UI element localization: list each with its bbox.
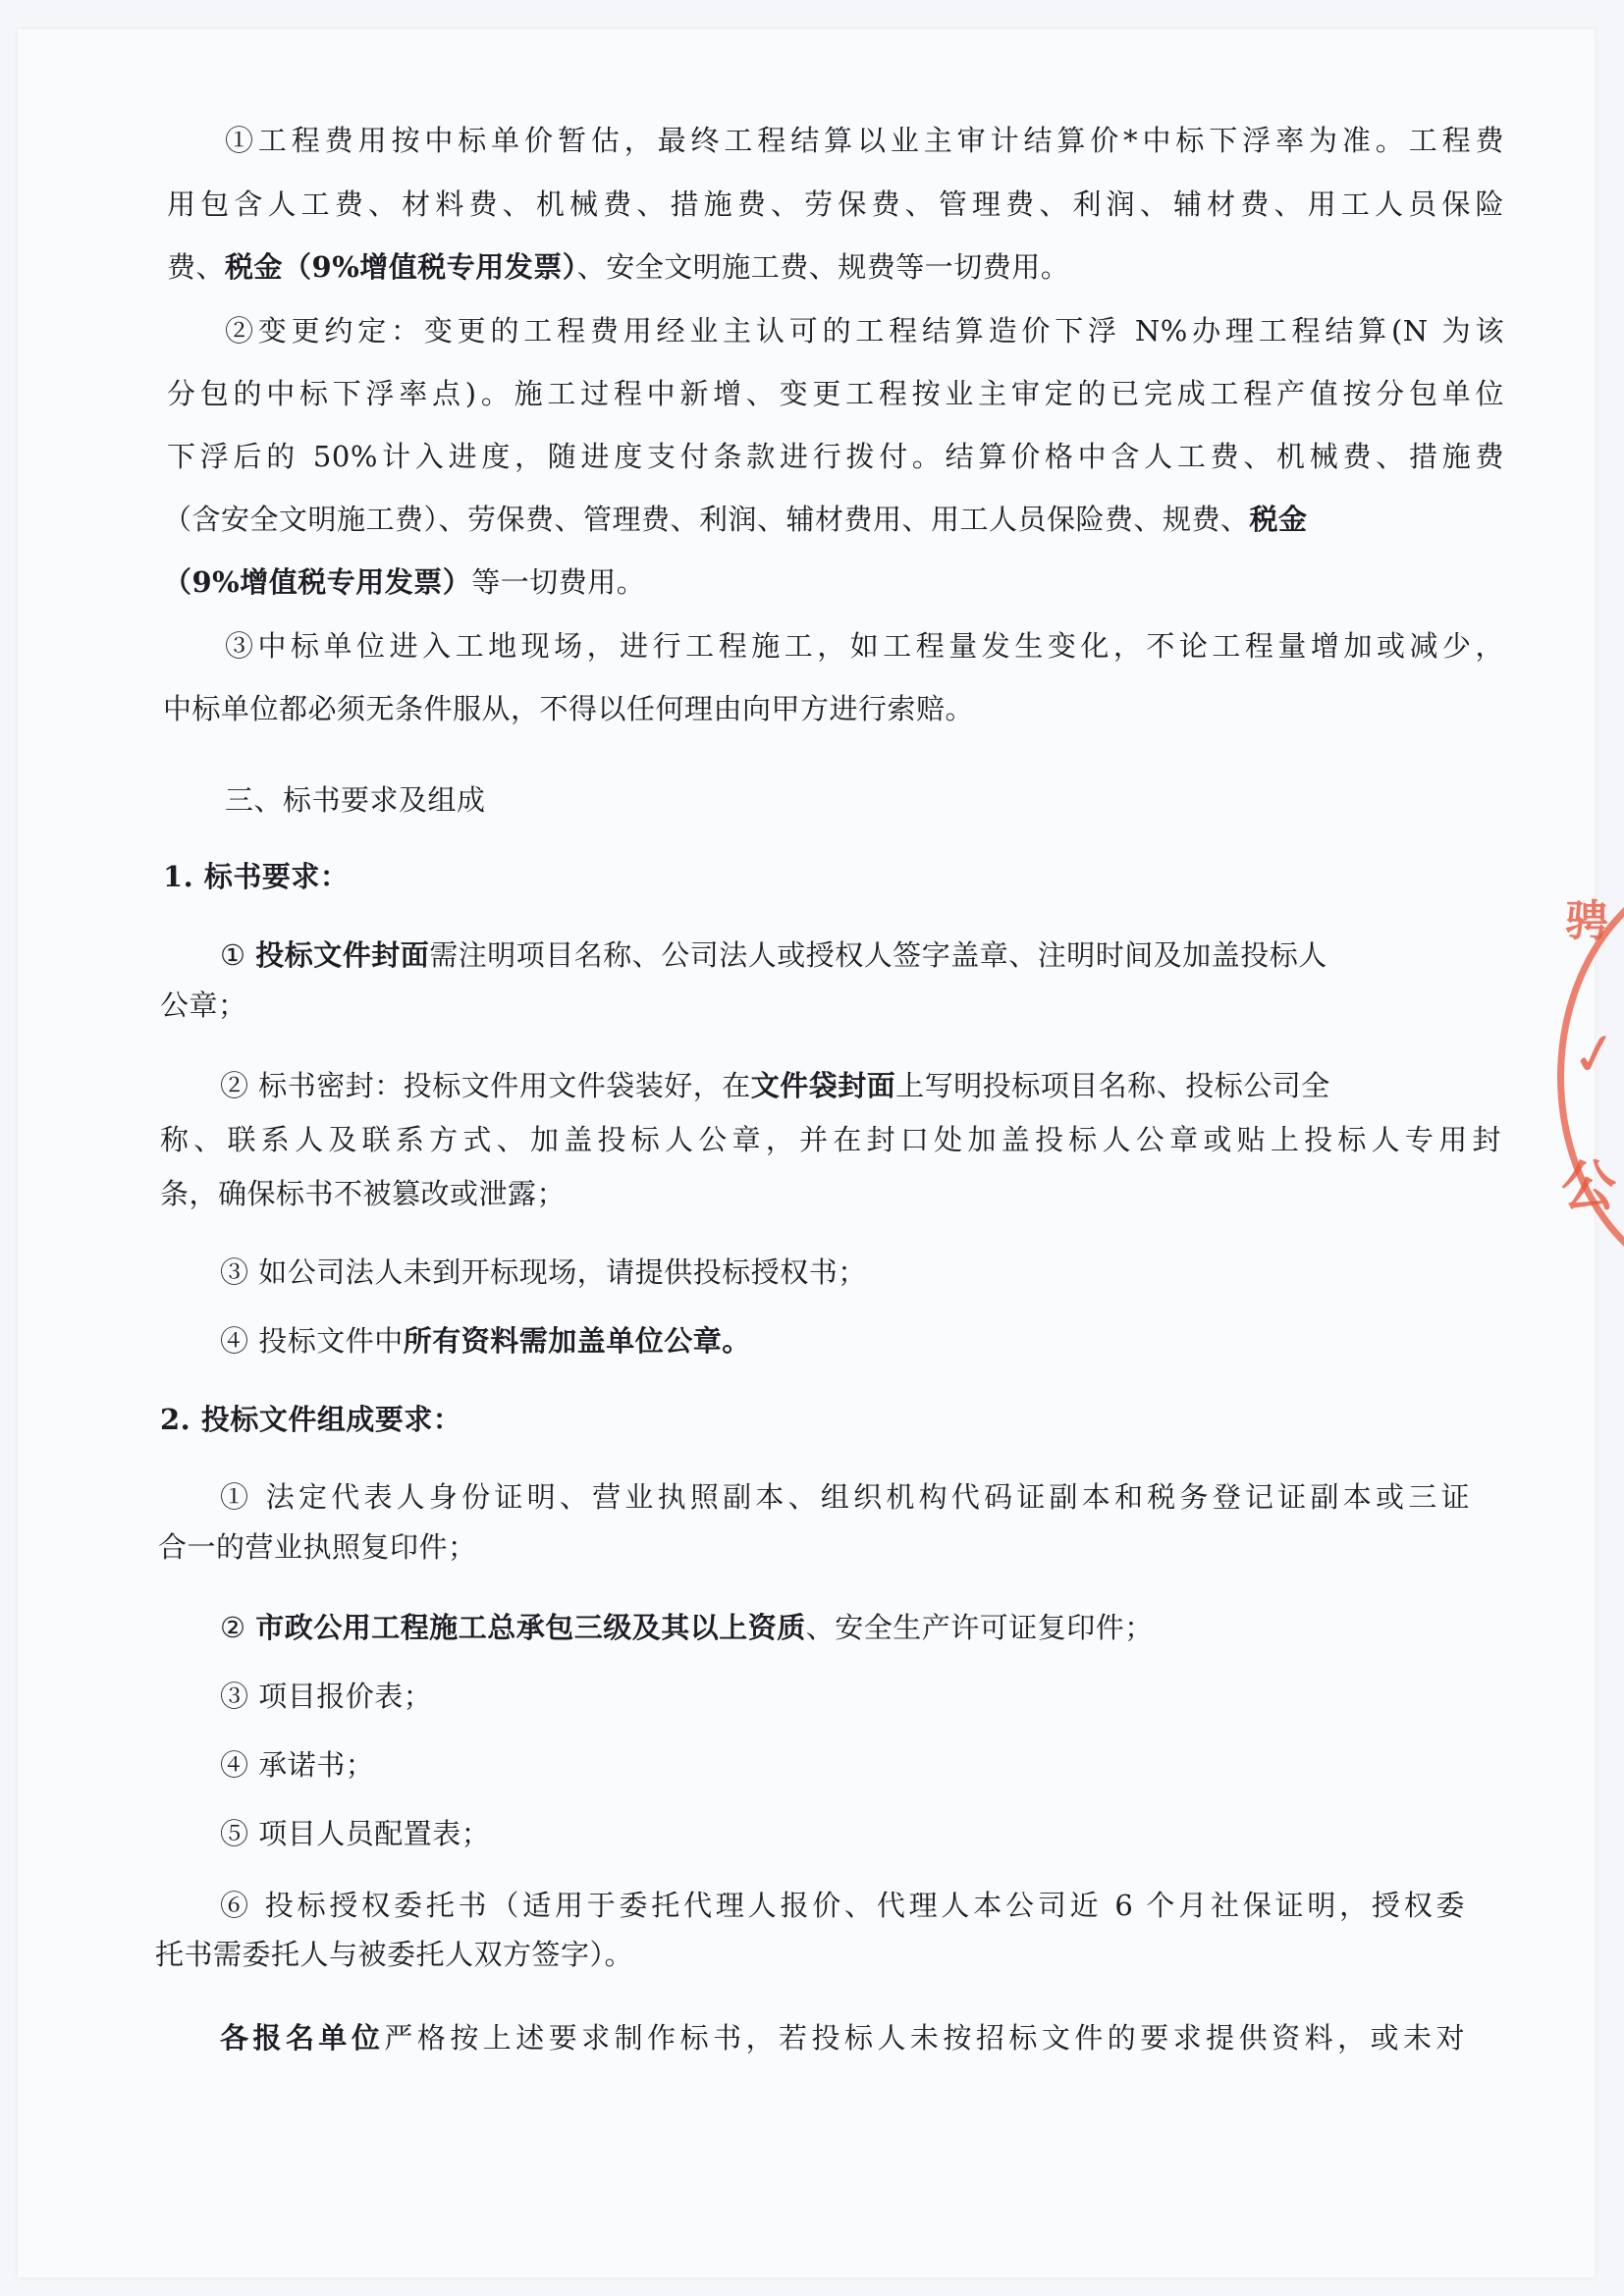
closing-line — [220, 2020, 1465, 2056]
sub1-item-2-line-3: 条，确保标书不被篡改或泄露； — [160, 1177, 567, 1210]
sub1-item-2-line-2: 称、联系人及联系方式、加盖投标人公章，并在封口处加盖投标人公章或贴上投标人专用封 — [160, 1123, 1501, 1156]
text-run: 需注明项目名称、公司法人或授权人签字盖章、注明时间及加盖投标人 — [429, 938, 1327, 972]
text-run: ④ 投标文件中 — [220, 1324, 404, 1358]
sub1-item-4 — [220, 1323, 751, 1359]
paragraph-1-line-2: 用包含人工费、材料费、机械费、措施费、劳保费、管理费、利润、辅材费、用工人员保险 — [167, 187, 1504, 221]
paragraph-3-line-2: 中标单位都必须无条件服从，不得以任何理由向甲方进行索赔。 — [163, 692, 975, 725]
document-page — [18, 29, 1595, 2277]
paragraph-3-line-1: ③中标单位进入工地现场，进行工程施工，如工程量发生变化，不论工程量增加或减少， — [225, 629, 1504, 663]
text-run: ② — [220, 1611, 256, 1644]
seal-star-icon: ✓ — [1565, 1017, 1624, 1092]
seal-character: 骋 — [1565, 896, 1608, 946]
subsection-2-heading: 2. 投标文件组成要求： — [160, 1403, 462, 1436]
text-run: 、安全文明施工费、规费等一切费用。 — [576, 250, 1070, 284]
paragraph-2-line-4 — [163, 502, 1308, 537]
sub2-item-2 — [220, 1610, 1154, 1645]
text-run: ① — [220, 938, 256, 972]
paragraph-2-line-3: 下浮后的 50%计入进度，随进度支付条款进行拨付。结算价格中含人工费、机械费、措施费 — [167, 440, 1504, 473]
seal-character: 公 — [1561, 1155, 1616, 1219]
company-seal-stamp — [1543, 864, 1624, 1286]
subsection-1-heading: 1. 标书要求： — [163, 860, 350, 893]
paragraph-1-line-3 — [167, 249, 1069, 285]
sub1-item-1-line-1 — [220, 937, 1327, 973]
sub2-item-6-line-2: 托书需委托人与被委托人双方签字）。 — [155, 1938, 634, 1971]
text-run: 上写明投标项目名称、投标公司全 — [895, 1069, 1330, 1102]
sub1-item-2-line-1 — [220, 1068, 1330, 1103]
section-heading: 三、标书要求及组成 — [225, 783, 486, 817]
bold-text-run: 文件袋封面 — [750, 1069, 896, 1102]
paragraph-1-line-1: ①工程费用按中标单价暂估，最终工程结算以业主审计结算价*中标下浮率为准。工程费 — [225, 124, 1504, 157]
sub2-item-1-line-1: ① 法定代表人身份证明、营业执照副本、组织机构代码证副本和税务登记证副本或三证 — [220, 1480, 1470, 1514]
bold-text-run: （9%增值税专用发票） — [163, 565, 472, 599]
sub2-item-5: ⑤ 项目人员配置表； — [220, 1817, 491, 1850]
sub2-item-6-line-1: ⑥ 投标授权委托书（适用于委托代理人报价、代理人本公司近 6 个月社保证明，授权委 — [220, 1889, 1465, 1922]
sub2-item-1-line-2: 合一的营业执照复印件； — [158, 1530, 477, 1564]
text-run: 等一切费用。 — [471, 565, 646, 599]
sub1-item-1-line-2: 公章； — [160, 988, 247, 1022]
text-run: ② 标书密封：投标文件用文件袋装好，在 — [220, 1069, 751, 1102]
bold-text-run: 所有资料需加盖单位公章。 — [403, 1324, 751, 1358]
paragraph-2-line-5 — [163, 564, 645, 600]
bold-text-run: 市政公用工程施工总承包三级及其以上资质 — [255, 1611, 806, 1644]
bold-text-run: 税金 — [1249, 503, 1308, 536]
text-run: （含安全文明施工费）、劳保费、管理费、利润、辅材费用、用工人员保险费、规费、 — [163, 503, 1250, 536]
text-run: 严格按上述要求制作标书，若投标人未按招标文件的要求提供资料，或未对 — [384, 2021, 1465, 2055]
paragraph-2-line-2: 分包的中标下浮率点)。施工过程中新增、变更工程按业主审定的已完成工程产值按分包单位 — [167, 377, 1504, 410]
text-run: 费、 — [167, 250, 226, 284]
sub2-item-3: ③ 项目报价表； — [220, 1680, 433, 1713]
sub1-item-3: ③ 如公司法人未到开标现场，请提供投标授权书； — [220, 1255, 867, 1289]
bold-text-run: 投标文件封面 — [255, 938, 430, 972]
bold-text-run: 各报名单位 — [220, 2021, 385, 2055]
bold-text-run: 税金（9%增值税专用发票） — [225, 250, 577, 284]
paragraph-2-line-1: ②变更约定：变更的工程费用经业主认可的工程结算造价下浮 N%办理工程结算(N 为该 — [225, 314, 1504, 347]
sub2-item-4: ④ 承诺书； — [220, 1748, 375, 1782]
text-run: 、安全生产许可证复印件； — [805, 1611, 1154, 1644]
